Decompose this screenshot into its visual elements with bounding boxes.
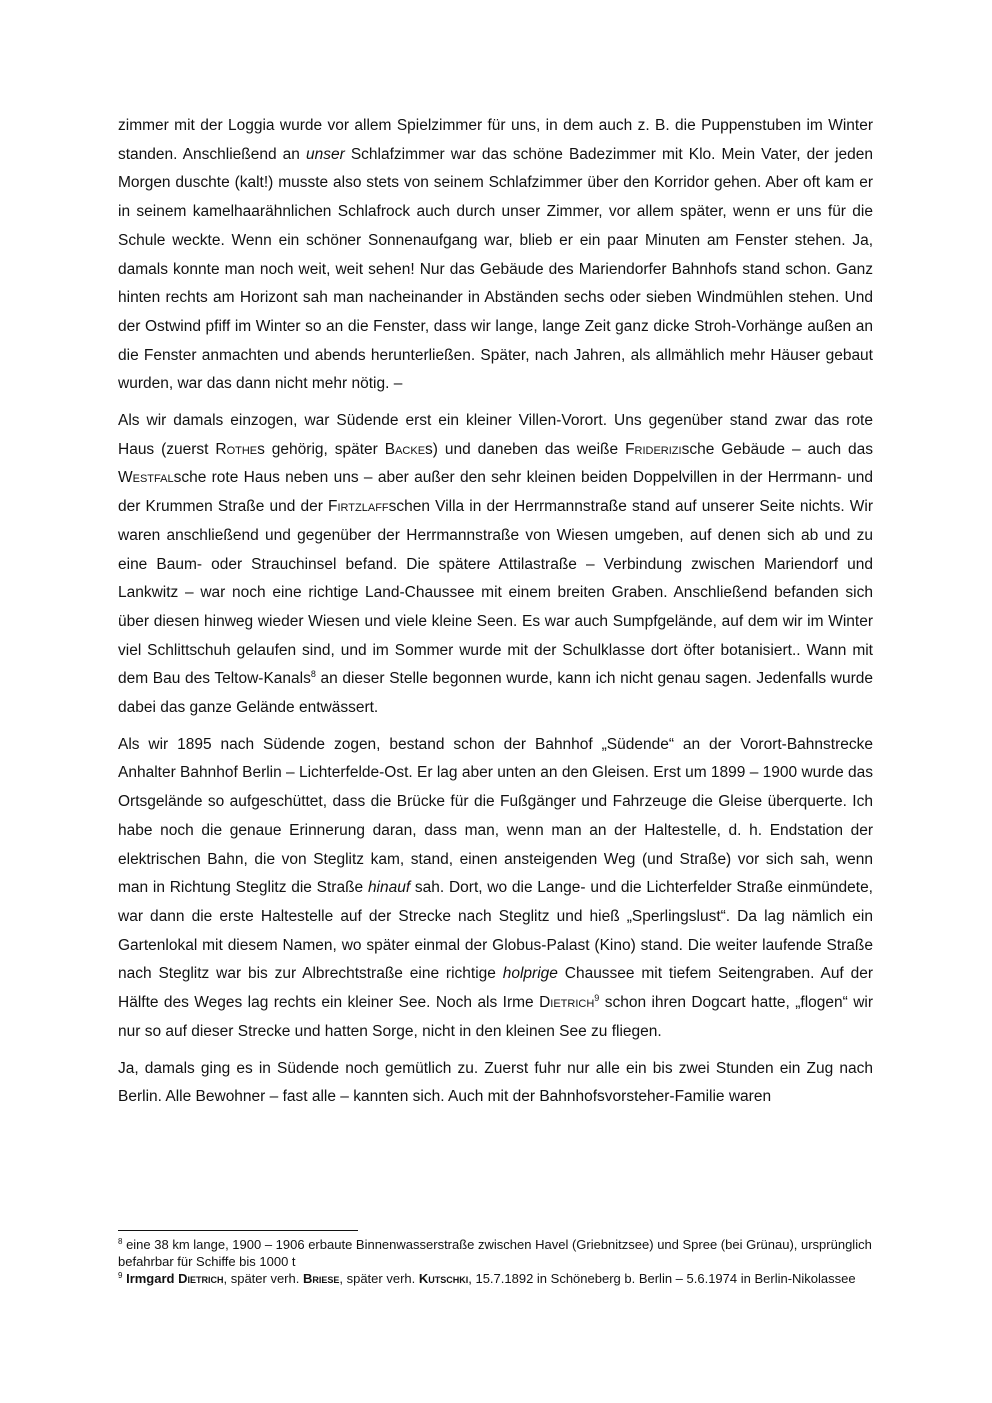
name-smallcaps: Rothe bbox=[215, 440, 258, 458]
footnote bbox=[118, 1236, 873, 1270]
text-run: Als wir damals einzogen, war Südende erst ein kleiner Villen-Vorort. Uns gegenüber stand zwar das rote Haus (zuerst bbox=[118, 412, 873, 458]
paragraph bbox=[118, 1055, 873, 1112]
paragraph bbox=[118, 112, 873, 399]
text-run: eine 38 km lange, 1900 – 1906 erbaute Binnenwasserstraße zwischen Havel (Griebnitzsee) und Spree (bei Grünau), ursprünglich befahrbar für Schiffe bis 1000 t bbox=[118, 1237, 872, 1269]
name-smallcaps: Westfal bbox=[118, 469, 174, 487]
name-smallcaps: Dietrich bbox=[178, 1271, 224, 1286]
footnote bbox=[118, 1270, 873, 1287]
footnote-separator bbox=[118, 1230, 358, 1231]
emphasis: hinauf bbox=[367, 879, 411, 897]
text-run: , später verh. bbox=[339, 1271, 419, 1286]
name-smallcaps: Firtzlaff bbox=[328, 498, 389, 516]
text-run: s) und daneben das weiße bbox=[425, 440, 626, 458]
footnotes bbox=[118, 1236, 873, 1287]
footnote-ref: 9 bbox=[594, 993, 600, 1004]
text-run: s gehörig, später bbox=[257, 440, 385, 458]
body-text bbox=[118, 112, 873, 1120]
paragraph bbox=[118, 407, 873, 723]
text-run: zimmer mit der Loggia wurde vor allem Spielzimmer für uns, in dem auch z. B. die Puppenstuben im Winter standen. Anschließend an bbox=[118, 117, 873, 163]
name-smallcaps: Briese bbox=[302, 1271, 340, 1286]
text-run: Schlafzimmer war das schöne Badezimmer mit Klo. Mein Vater, der jeden Morgen duschte (kalt!) musste also stets von seinem Schlafzimmer über den Korridor gehen. Aber oft kam er in seinem kamelhaarähnlichen Schlafrock auch durch unser Zimmer, vor allem später, wenn er uns für die Schule weckte. Wenn ein schöner Sonnenaufgang war, blieb er ein paar Minuten am Fenster stehen. Ja, damals konnte man noch weit, weit sehen! Nur das Gebäude des Mariendorfer Bahnhofs stand schon. Ganz hinten rechts am Horizont sah man nacheinander in Abständen sechs oder sieben Windmühlen stehen. Und der Ostwind pfiff im Winter so an die Fenster, dass wir lange, lange Zeit ganz dicke Stroh-Vorhänge außen an die Fenster anmachten und abends herunterließen. Später, nach Jahren, als allmählich mehr Häuser gebaut wurden, war das dann nicht mehr nötig. – bbox=[118, 145, 873, 393]
footnote-ref: 9 bbox=[118, 1271, 123, 1280]
name-smallcaps: Friderizi bbox=[625, 440, 682, 458]
text-run: , 15.7.1892 in Schöneberg b. Berlin – 5.6.1974 in Berlin-Nikolassee bbox=[468, 1271, 856, 1286]
text-run: sah. Dort, wo die Lange- und die Lichterfelder Straße einmündete, war dann die erste Haltestelle auf der Strecke nach Steglitz und hieß „Sperlingslust“. Da lag nämlich ein Gartenlokal mit diesem Namen, wo später einmal der Globus-Palast (Kino) stand. Die weiter laufende Straße nach Steglitz war bis zur Albrechtstraße eine richtige bbox=[118, 879, 873, 983]
name-bold: Irmgard bbox=[126, 1271, 179, 1286]
text-run: Chaussee mit tiefem Seitengraben. Auf der Hälfte des Weges lag rechts ein kleiner See. Noch als Irme bbox=[118, 965, 873, 1012]
footnote-ref: 8 bbox=[118, 1237, 123, 1246]
text-run: sche Gebäude – auch das bbox=[681, 440, 873, 458]
text-run: sche rote Haus neben uns – aber außer den sehr kleinen beiden Doppelvillen in der Herrmann- und der Krummen Straße und der bbox=[118, 469, 873, 516]
text-run: Ja, damals ging es in Südende noch gemütlich zu. Zuerst fuhr nur alle ein bis zwei Stunden ein Zug nach Berlin. Alle Bewohner – fast alle – kannten sich. Auch mit der Bahnhofsvorsteher-Familie waren bbox=[118, 1059, 873, 1106]
text-run: , später verh. bbox=[223, 1271, 303, 1286]
text-run: schon ihren Dogcart hatte, „flogen“ wir nur so auf dieser Strecke und hatten Sorge, nicht in den kleinen See zu fliegen. bbox=[118, 994, 873, 1040]
footnote-ref: 8 bbox=[310, 669, 316, 680]
emphasis: holprige bbox=[502, 965, 558, 983]
emphasis: unser bbox=[305, 145, 345, 163]
text-run: Als wir 1895 nach Südende zogen, bestand schon der Bahnhof „Südende“ an der Vorort-Bahnstrecke Anhalter Bahnhof Berlin – Lichterfelde-Ost. Er lag aber unten an den Gleisen. Erst um 1899 – 1900 wurde das Ortsgelände so aufgeschüttet, dass die Brücke für die Fußgänger und Fahrzeuge die Gleise überquerte. Ich habe noch die genaue Erinnerung daran, dass man, wenn man an der Haltestelle, d. h. Endstation der elektrischen Bahn, die von Steglitz kam, stand, einen ansteigenden Weg (und Straße) vor sich sah, wenn man in Richtung Steglitz die Straße bbox=[118, 735, 873, 897]
name-smallcaps: Kutschki bbox=[418, 1271, 469, 1286]
name-smallcaps: Dietrich bbox=[539, 994, 595, 1012]
text-run: an dieser Stelle begonnen wurde, kann ich nicht genau sagen. Jedenfalls wurde dabei das ganze Gelände entwässert. bbox=[118, 670, 873, 717]
name-smallcaps: Backe bbox=[384, 440, 426, 458]
paragraph bbox=[118, 731, 873, 1047]
text-run: schen Villa in der Herrmannstraße stand auf unserer Seite nichts. Wir waren anschließend und gegenüber der Herrmannstraße von Wiesen umgeben, auf denen sich ab und zu eine Baum- oder Strauchinsel befand. Die spätere Attilastraße – Verbindung zwischen Mariendorf und Lankwitz – war noch eine richtige Land-Chaussee mit einem breiten Graben. Anschließend befanden sich über diesen hinweg wieder Wiesen und viele kleine Seen. Es war auch Sumpfgelände, auf dem wir im Winter viel Schlittschuh gelaufen sind, und im Sommer wurde mit der Schulklasse dort öfter botanisiert.. Wann mit dem Bau des Teltow-Kanals bbox=[118, 498, 873, 688]
